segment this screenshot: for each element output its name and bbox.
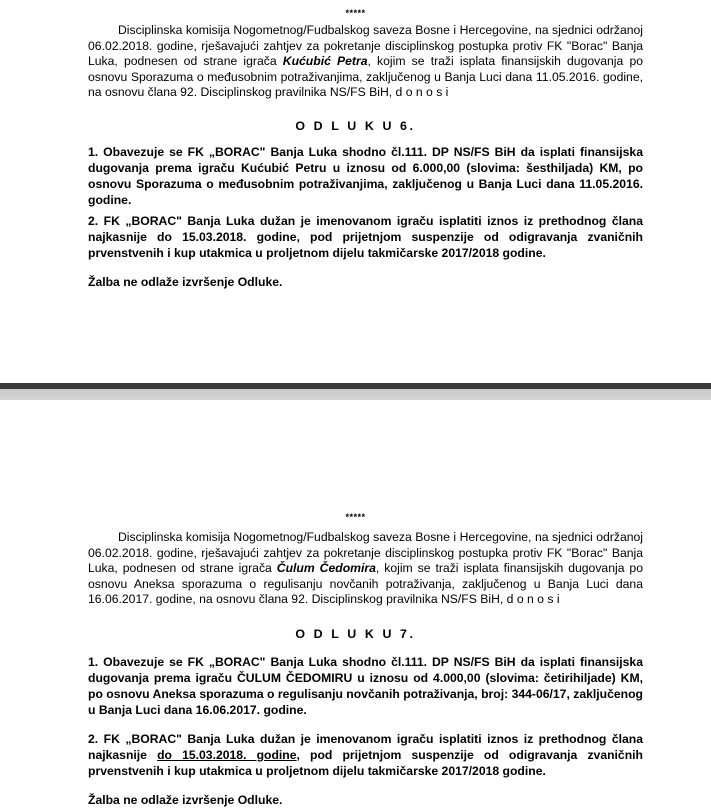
appeal-note: Žalba ne odlaže izvršenje Odluke. (88, 275, 283, 289)
decision-heading: O D L U K U 7. (295, 627, 416, 641)
decision-point-1: 1. Obavezuje se FK „BORAC" Banja Luka shodno čl.111. DP NS/FS BiH da isplati finansijska dugovanja prema igraču Kućubić Petru u iznosu od 6.000,00 (slovima: šesthiljada) KM, po osnovu Sporazuma o međusobnim potraživanjima, zaključenog u Banja Luci dana 11.05.2016. godine. (88, 145, 643, 207)
decision-point-2: 2. FK „BORAC" Banja Luka dužan je imenovanom igraču isplatiti iznos iz prethodnog člana najkasnije do 15.03.2018. godine, pod prijetnjom suspenzije od odigravanja zvaničnih prvenstvenih i kup utakmica u proljetnom dijelu takmičarske 2017/2018 godine. (88, 214, 643, 260)
section-separator-stars: ***** (345, 512, 366, 522)
player-name: Čulum Čedomira (276, 561, 376, 575)
decision-intro-paragraph: Disciplinska komisija Nogometnog/Fudbalskog saveza Bosne i Hercegovine, na sjednici održanoj 06.02.2018. godine, rješavajući zahtjev za pokretanje disciplinskog postupka protiv FK "Borac" Banja Luka, podnesen od strane igrača Kućubić Petra, kojim se traži isplata finansijskih dugovanja po osnovu Sporazuma o međusobnim potraživanjima, zaključenog u Banja Luci dana 11.05.2016. godine, na osnovu člana 92. Disciplinskog pravilnika NS/FS BiH, d o n o s i (88, 23, 643, 99)
payment-deadline: do 15.03.2018. godine (157, 748, 297, 762)
decision-point-2: 2. FK „BORAC" Banja Luka dužan je imenovanom igraču isplatiti iznos iz prethodnog člana najkasnije do 15.03.2018. godine, pod prijetnjom suspenzije od odigravanja zvaničnih prvenstvenih i kup utakmica u proljetnom dijelu takmičarske 2017/2018 godine. (88, 732, 643, 778)
player-name: Kućubić Petra (282, 54, 368, 68)
appeal-note: Žalba ne odlaže izvršenje Odluke. (88, 793, 283, 807)
document-page-1 (0, 0, 711, 383)
section-separator-stars: ***** (345, 8, 366, 18)
page-divider (0, 383, 711, 400)
decision-intro-paragraph: Disciplinska komisija Nogometnog/Fudbalskog saveza Bosne i Hercegovine, na sjednici održanoj 06.02.2018. godine, rješavajući zahtjev za pokretanje disciplinskog postupka protiv FK "Borac" Banja Luka, podnesen od strane igrača Čulum Čedomira, kojim se traži isplata finansijskih dugovanja po osnovu Aneksa sporazuma o regulisanju novčanih potraživanja, zaključenog u Banja Luci dana 16.06.2017. godine, na osnovu člana 92. Disciplinskog pravilnika NS/FS BiH, d o n o s i (88, 530, 643, 606)
decision-point-1: 1. Obavezuje se FK „BORAC" Banja Luka shodno čl.111. DP NS/FS BiH da isplati finansijska dugovanja prema igraču ČULUM ČEDOMIRU u iznosu od 4.000,00 (slovima: četirihiljade) KM, po osnovu Aneksa sporazuma o regulisanju novčanih potraživanja, broj: 344-06/17, zaključenog u Banja Luci dana 16.06.2017. godine. (88, 655, 643, 717)
decision-heading: O D L U K U 6. (295, 119, 416, 133)
document-page-2 (0, 400, 711, 809)
